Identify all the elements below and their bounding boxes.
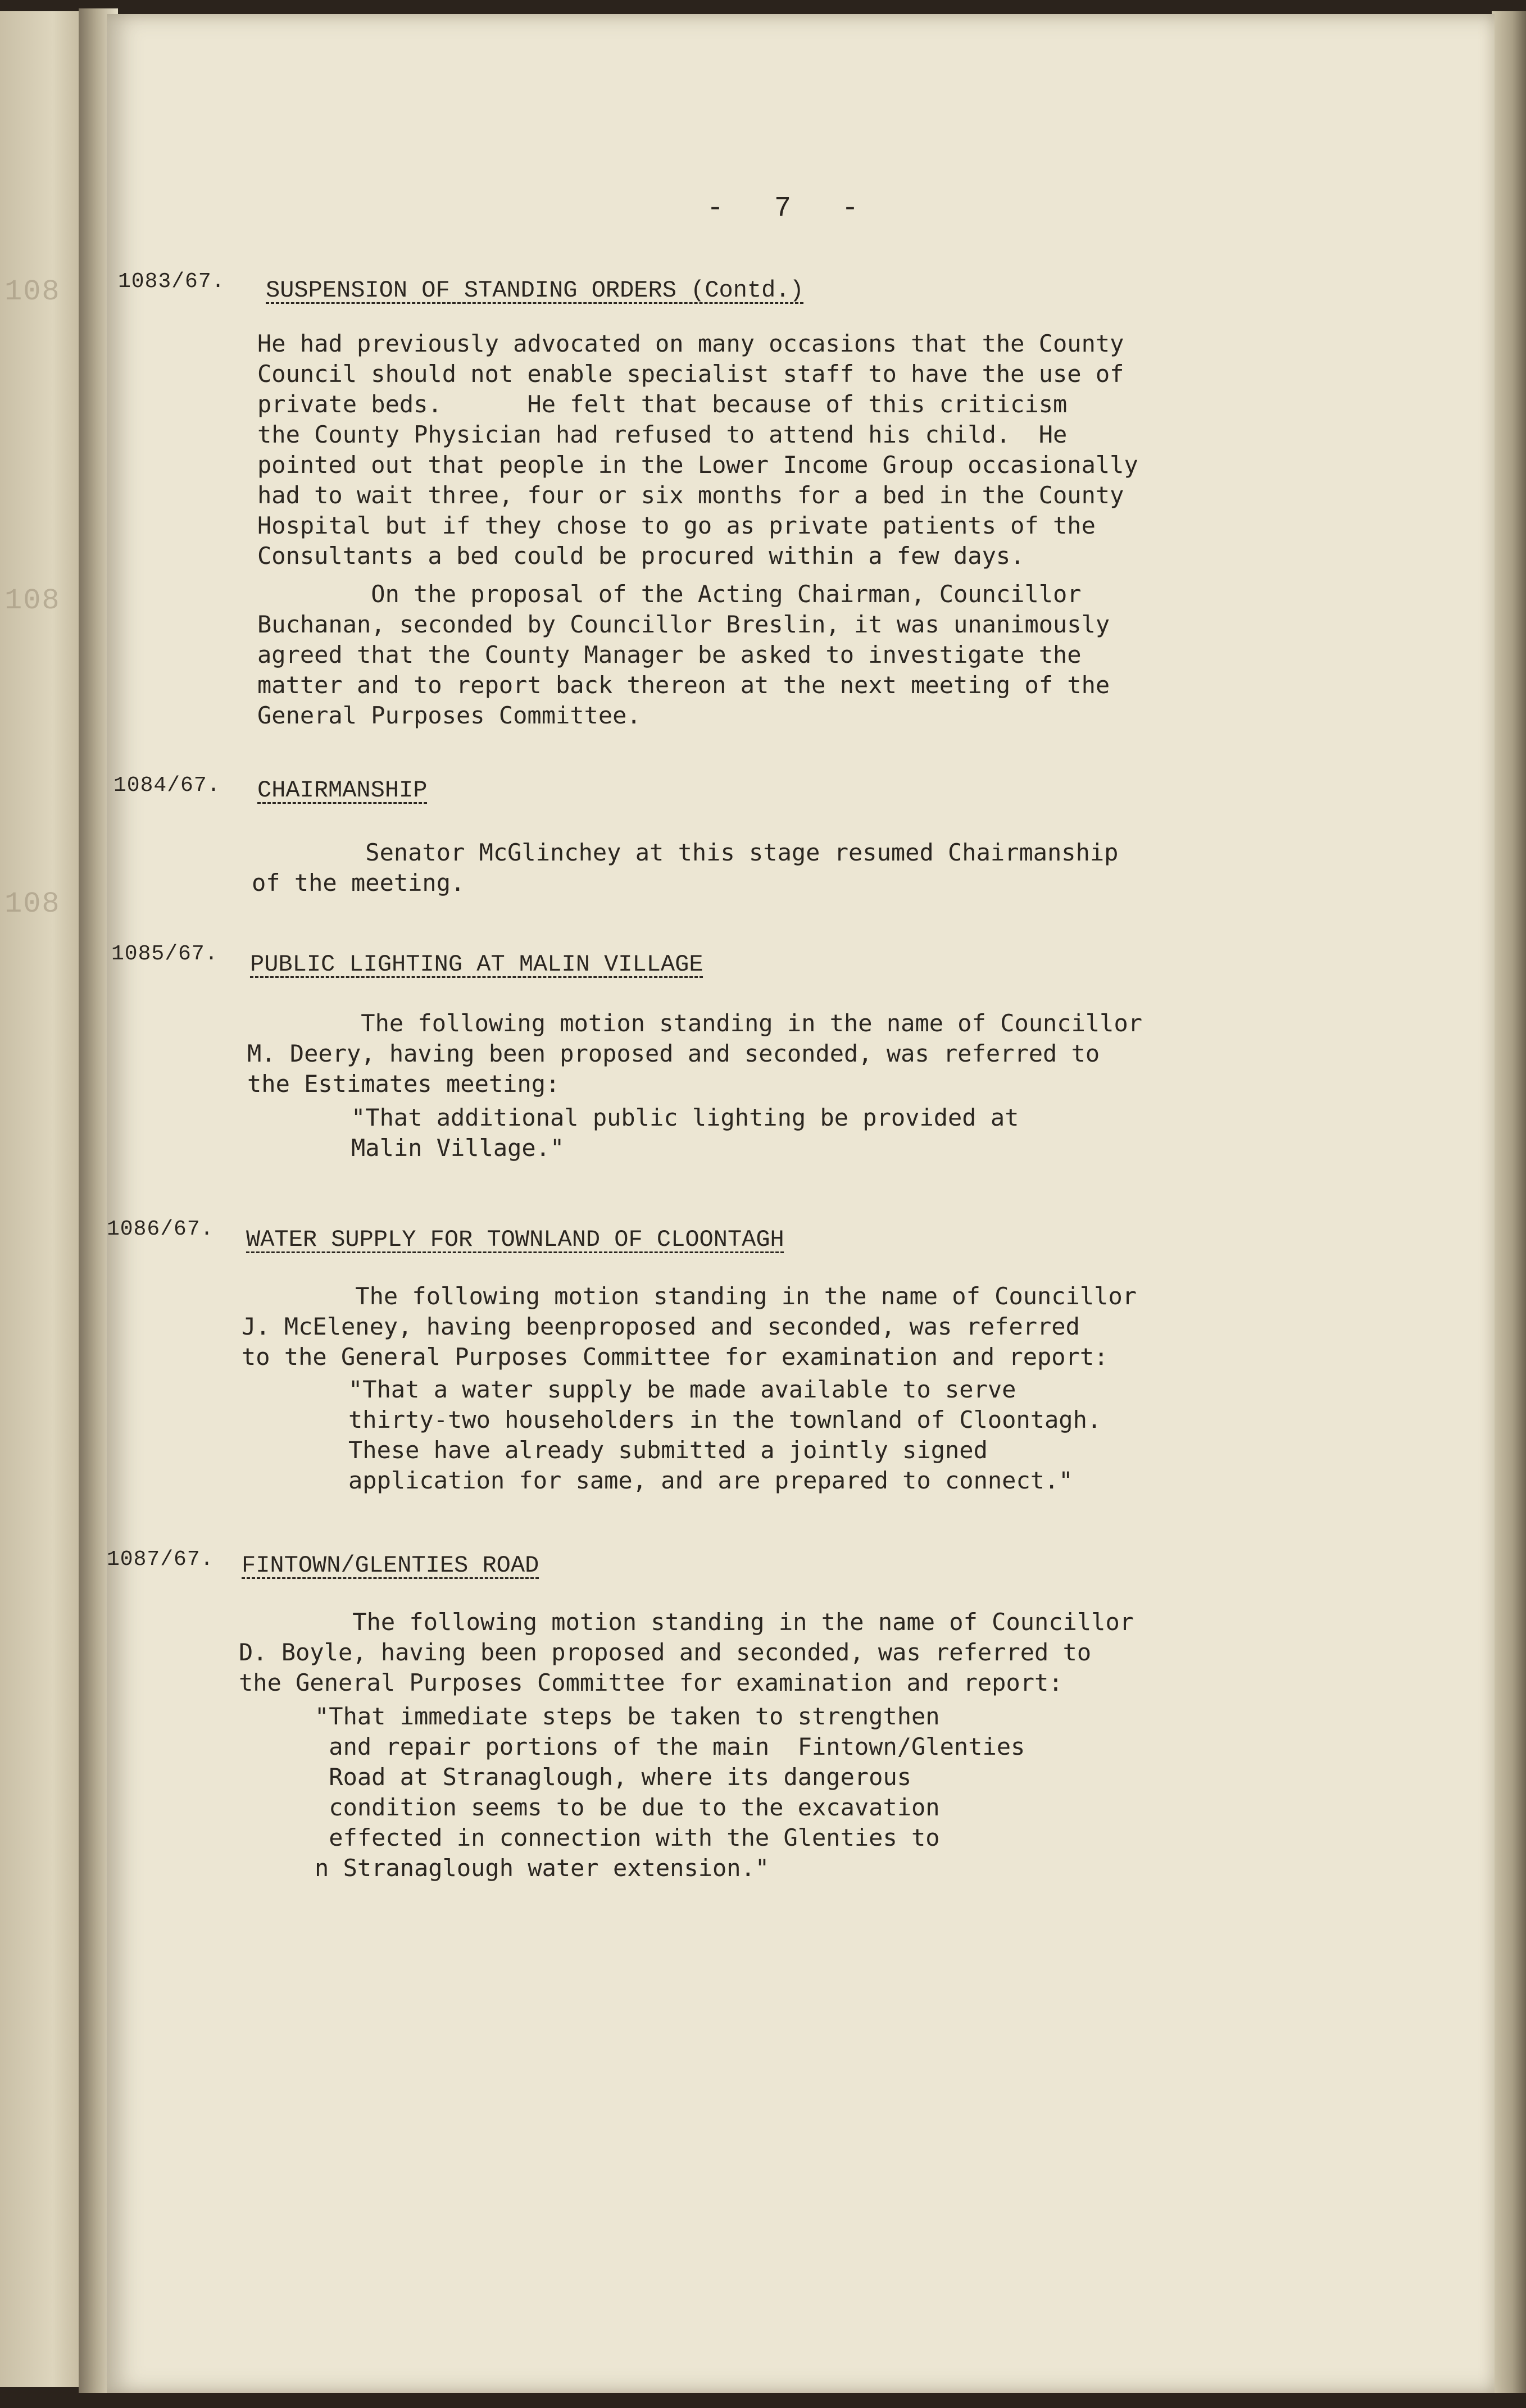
minute-heading: PUBLIC LIGHTING AT MALIN VILLAGE [250, 951, 703, 978]
minute-paragraph: Senator McGlinchey at this stage resumed Chairmanship of the meeting. [252, 839, 1119, 896]
minute-heading: FINTOWN/GLENTIES ROAD [242, 1552, 539, 1579]
quoted-motion: "That additional public lighting be provided at Malin Village." [351, 1104, 1019, 1162]
previous-page-margin-number: 108 [4, 584, 61, 617]
quoted-motion: "That a water supply be made available to serve thirty-two householders in the townland of Cloontagh. These have already submitted a jointly signed application for same, and are prepared to connect." [348, 1376, 1102, 1494]
previous-page-margin-number: 108 [4, 887, 61, 921]
minute-heading: WATER SUPPLY FOR TOWNLAND OF CLOONTAGH [246, 1226, 784, 1253]
minute-number: 1085/67. [111, 942, 219, 966]
minute-paragraph: On the proposal of the Acting Chairman, Councillor Buchanan, seconded by Councillor Breslin, it was unanimously agreed that the County Manager be asked to investigate the matter and to report back thereon at the next meeting of the General Purposes Committee. [257, 580, 1110, 729]
minute-heading: SUSPENSION OF STANDING ORDERS (Contd.) [266, 277, 804, 304]
document-page [107, 14, 1495, 2393]
minute-paragraph: The following motion standing in the name of Councillor M. Deery, having been proposed and seconded, was referred to the Estimates meeting: [247, 1009, 1143, 1098]
minute-number: 1084/67. [113, 773, 221, 798]
minute-paragraph: He had previously advocated on many occasions that the County Council should not enable specialist staff to have the use of private beds. He felt that because of this criticism the County Physician had refused to attend his child. He pointed out that people in the Lower Income Group occasionally had to wait three, four or six months for a bed in the County Hospital but if they chose to go as private patients of the Consultants a bed could be procured within a few days. [257, 330, 1138, 570]
page-number: - 7 - [707, 193, 876, 225]
minute-paragraph: The following motion standing in the name of Councillor D. Boyle, having been proposed and seconded, was referred to the General Purposes Committee for examination and report: [239, 1608, 1134, 1696]
minute-heading: CHAIRMANSHIP [257, 777, 428, 804]
previous-page-margin-number: 108 [4, 275, 61, 308]
quoted-motion: "That immediate steps be taken to strengthen and repair portions of the main Fintown/Glenties Road at Stranaglough, where its dangerous condition seems to be due to the excavation effected in connection with the Glenties to n Stranaglough water extension." [315, 1703, 1025, 1882]
minute-number: 1083/67. [118, 270, 225, 294]
minute-number: 1087/67. [107, 1547, 214, 1572]
minute-paragraph: The following motion standing in the name of Councillor J. McEleney, having beenproposed and seconded, was referred to the General Purposes Committee for examination and report: [242, 1282, 1137, 1371]
page-stack-edge [1492, 11, 1526, 2393]
minute-number: 1086/67. [107, 1217, 214, 1241]
